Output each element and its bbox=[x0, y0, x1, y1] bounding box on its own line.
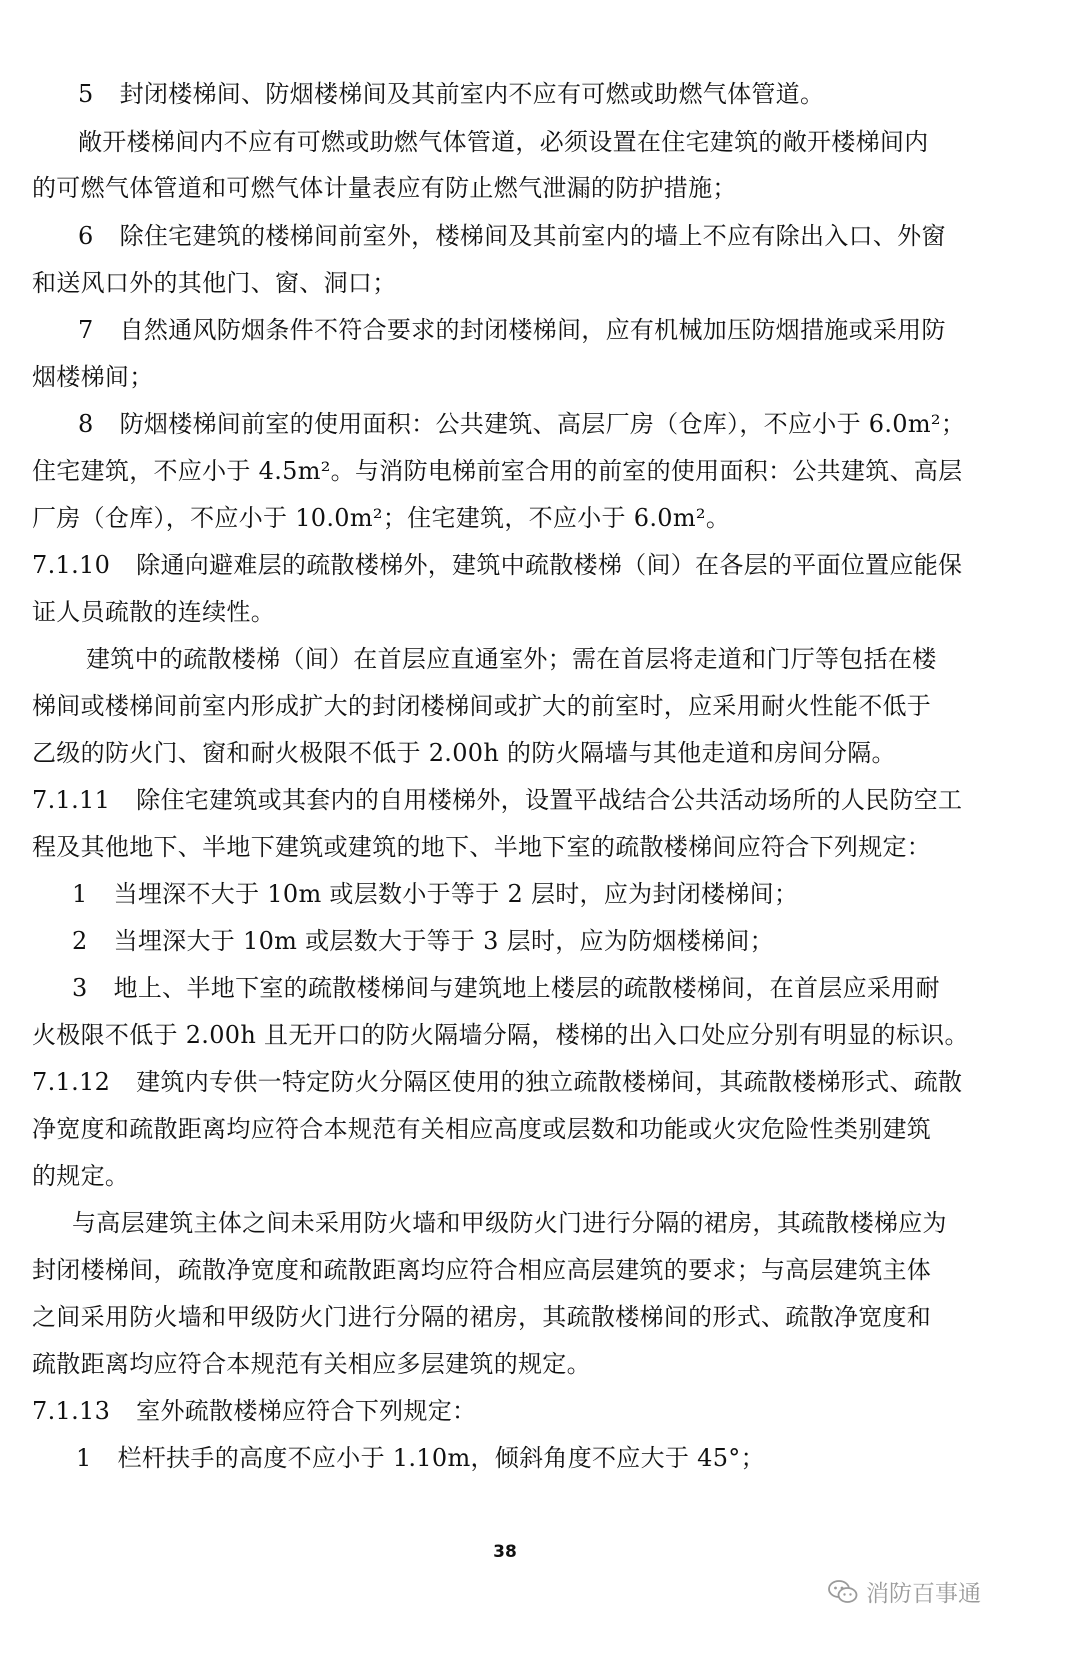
paragraph-line: 厂房（仓库），不应小于 10.0m²；住宅建筑，不应小于 6.0m²。 bbox=[32, 504, 731, 532]
item-5: 5 封闭楼梯间、防烟楼梯间及其前室内不应有可燃或助燃气体管道。 bbox=[78, 80, 825, 108]
item-3: 3 地上、半地下室的疏散楼梯间与建筑地上楼层的疏散楼梯间，在首层应采用耐 bbox=[72, 974, 940, 1002]
paragraph-line: 疏散距离均应符合本规范有关相应多层建筑的规定。 bbox=[32, 1350, 591, 1378]
clause-7-1-10: 7.1.10 除通向避难层的疏散楼梯外，建筑中疏散楼梯（间）在各层的平面位置应能保 bbox=[32, 551, 963, 579]
watermark bbox=[828, 1575, 981, 1608]
paragraph-line: 住宅建筑，不应小于 4.5m²。与消防电梯前室合用的前室的使用面积：公共建筑、高层 bbox=[32, 457, 963, 485]
paragraph-line: 乙级的防火门、窗和耐火极限不低于 2.00h 的防火隔墙与其他走道和房间分隔。 bbox=[32, 739, 896, 767]
paragraph-line: 程及其他地下、半地下建筑或建筑的地下、半地下室的疏散楼梯间应符合下列规定： bbox=[32, 833, 932, 861]
paragraph-line: 建筑中的疏散楼梯（间）在首层应直通室外；需在首层将走道和门厅等包括在楼 bbox=[86, 645, 937, 673]
item-1: 1 栏杆扶手的高度不应小于 1.10m，倾斜角度不应大于 45°； bbox=[76, 1444, 765, 1472]
clause-7-1-11: 7.1.11 除住宅建筑或其套内的自用楼梯外，设置平战结合公共活动场所的人民防空工 bbox=[32, 786, 963, 814]
paragraph-line: 证人员疏散的连续性。 bbox=[32, 598, 275, 626]
item-2: 2 当埋深大于 10m 或层数大于等于 3 层时，应为防烟楼梯间； bbox=[72, 927, 774, 955]
item-1: 1 当埋深不大于 10m 或层数小于等于 2 层时，应为封闭楼梯间； bbox=[72, 880, 799, 908]
wechat-icon bbox=[828, 1579, 858, 1605]
paragraph-line: 火极限不低于 2.00h 且无开口的防火隔墙分隔，楼梯的出入口处应分别有明显的标识。 bbox=[32, 1021, 969, 1049]
paragraph-line: 的可燃气体管道和可燃气体计量表应有防止燃气泄漏的防护措施； bbox=[32, 174, 737, 202]
paragraph-line: 梯间或楼梯间前室内形成扩大的封闭楼梯间或扩大的前室时，应采用耐火性能不低于 bbox=[32, 692, 932, 720]
clause-7-1-12: 7.1.12 建筑内专供一特定防火分隔区使用的独立疏散楼梯间，其疏散楼梯形式、疏散 bbox=[32, 1068, 963, 1096]
paragraph-line: 与高层建筑主体之间未采用防火墙和甲级防火门进行分隔的裙房，其疏散楼梯应为 bbox=[72, 1209, 947, 1237]
paragraph-line: 敞开楼梯间内不应有可燃或助燃气体管道，必须设置在住宅建筑的敞开楼梯间内 bbox=[78, 128, 929, 156]
paragraph-line: 封闭楼梯间，疏散净宽度和疏散距离均应符合相应高层建筑的要求；与高层建筑主体 bbox=[32, 1256, 932, 1284]
clause-7-1-13: 7.1.13 室外疏散楼梯应符合下列规定： bbox=[32, 1397, 477, 1425]
watermark-text: 消防百事通 bbox=[866, 1581, 981, 1607]
item-8: 8 防烟楼梯间前室的使用面积：公共建筑、高层厂房（仓库），不应小于 6.0m²； bbox=[78, 410, 966, 438]
paragraph-line: 的规定。 bbox=[32, 1162, 130, 1190]
paragraph-line: 净宽度和疏散距离均应符合本规范有关相应高度或层数和功能或火灾危险性类别建筑 bbox=[32, 1115, 932, 1143]
paragraph-line: 烟楼梯间； bbox=[32, 363, 154, 391]
paragraph-line: 之间采用防火墙和甲级防火门进行分隔的裙房，其疏散楼梯间的形式、疏散净宽度和 bbox=[32, 1303, 932, 1331]
item-6: 6 除住宅建筑的楼梯间前室外，楼梯间及其前室内的墙上不应有除出入口、外窗 bbox=[78, 222, 946, 250]
page-number: 38 bbox=[493, 1542, 517, 1562]
paragraph-line: 和送风口外的其他门、窗、洞口； bbox=[32, 269, 397, 297]
item-7: 7 自然通风防烟条件不符合要求的封闭楼梯间，应有机械加压防烟措施或采用防 bbox=[78, 316, 946, 344]
